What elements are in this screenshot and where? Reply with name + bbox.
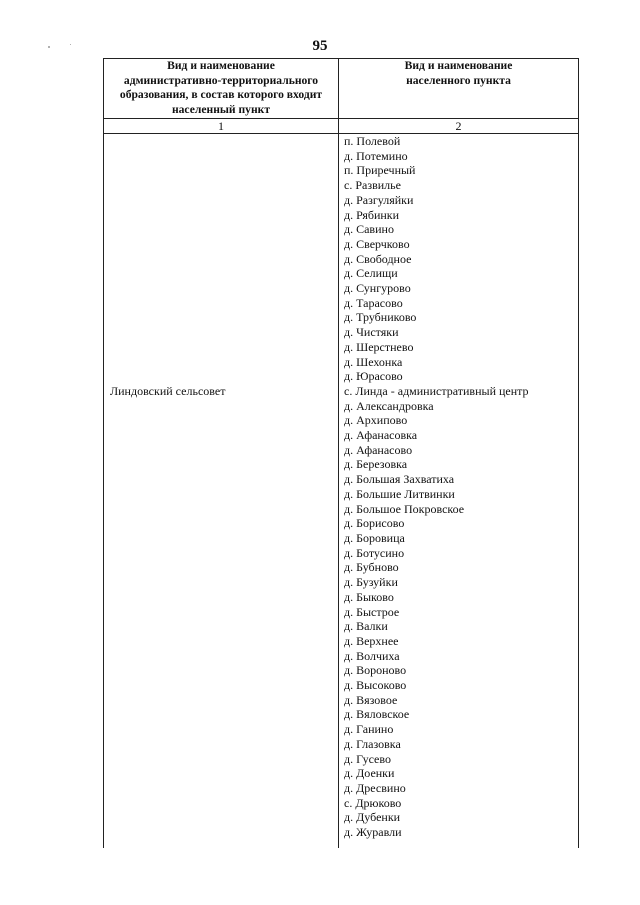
scan-speck xyxy=(70,44,71,45)
settlement-item: д. Ботусино xyxy=(344,545,405,560)
settlement-item: д. Тарасово xyxy=(344,295,403,310)
settlement-item: д. Волчиха xyxy=(344,648,400,663)
settlement-item: с. Линда - административный центр xyxy=(344,383,529,398)
settlement-item: д. Рябинки xyxy=(344,207,400,222)
settlement-item: д. Бузуйки xyxy=(344,575,398,590)
settlement-item: д. Шехонка xyxy=(344,354,403,369)
settlement-item: д. Селищи xyxy=(344,266,398,281)
settlement-item: д. Чистяки xyxy=(344,325,399,340)
settlement-item: п. Приречный xyxy=(344,163,416,178)
header-col2-line: Вид и наименование xyxy=(404,59,513,72)
header-col1-line: населенный пункт xyxy=(171,102,271,116)
settlement-item: д. Трубниково xyxy=(344,310,417,325)
settlement-item: п. Полевой xyxy=(344,134,401,148)
settlement-item: д. Большое Покровское xyxy=(344,501,465,516)
settlement-item: д. Большая Захватиха xyxy=(344,472,455,487)
column-number-row xyxy=(104,119,579,134)
settlement-item: д. Большие Литвинки xyxy=(344,486,455,501)
settlement-item: д. Архипово xyxy=(344,413,408,428)
header-col1-line: образования, в состав которого входит xyxy=(119,88,323,101)
column-number-2: 2 xyxy=(339,119,579,134)
page-number: 95 xyxy=(312,38,328,54)
settlement-list xyxy=(339,134,578,840)
settlement-item: д. Боровица xyxy=(344,530,405,545)
settlements-cell xyxy=(339,134,579,849)
settlement-item: д. Ганино xyxy=(344,722,394,737)
settlement-item: д. Доенки xyxy=(344,766,395,781)
settlement-item: д. Юрасово xyxy=(344,369,403,384)
settlement-item: д. Вязовое xyxy=(344,692,398,707)
settlement-item: д. Высоково xyxy=(344,678,407,693)
settlement-item: д. Березовка xyxy=(344,457,408,472)
settlement-item: д. Шерстнево xyxy=(344,339,414,354)
settlement-item: д. Гусево xyxy=(344,751,391,766)
settlement-item: д. Сверчково xyxy=(344,236,410,251)
header-col1 xyxy=(104,59,339,119)
settlement-item: д. Борисово xyxy=(344,516,405,531)
settlement-item: д. Валки xyxy=(344,619,388,634)
settlement-item: д. Сунгурово xyxy=(344,281,411,296)
column-number-1: 1 xyxy=(104,119,339,134)
table-body-row xyxy=(104,134,579,849)
settlements-table xyxy=(103,58,579,848)
region-cell xyxy=(104,134,339,849)
scan-speck xyxy=(48,46,50,48)
header-col2 xyxy=(339,59,579,119)
settlement-item: д. Александровка xyxy=(344,398,434,413)
settlement-item: д. Журавли xyxy=(344,825,402,840)
settlement-item: д. Потемино xyxy=(344,148,408,163)
settlement-item: д. Афанасовка xyxy=(344,428,418,443)
settlement-item: д. Бубново xyxy=(344,560,399,575)
settlement-item: д. Свободное xyxy=(344,251,412,266)
settlement-item: д. Дресвино xyxy=(344,780,406,795)
settlement-item: д. Дубенки xyxy=(344,810,401,825)
table-header-row xyxy=(104,59,579,119)
settlement-item: с. Дрюково xyxy=(344,795,402,810)
settlement-item: д. Быстрое xyxy=(344,604,400,619)
settlement-item: д. Разгуляйки xyxy=(344,192,414,207)
settlement-item: д. Вороново xyxy=(344,663,407,678)
settlement-item: с. Развилье xyxy=(344,178,401,193)
settlement-item: д. Быково xyxy=(344,589,394,604)
settlement-item: д. Савино xyxy=(344,222,394,237)
header-col1-line: Вид и наименование xyxy=(167,59,275,72)
region-name: Линдовский сельсовет xyxy=(110,384,226,398)
header-col1-line: административно-территориального xyxy=(123,73,319,87)
settlement-item: д. Афанасово xyxy=(344,442,413,457)
settlement-item: д. Глазовка xyxy=(344,736,401,751)
settlement-item: д. Верхнее xyxy=(344,633,399,648)
settlement-item: д. Вяловское xyxy=(344,707,410,722)
header-col2-line: населенного пункта xyxy=(406,73,511,87)
